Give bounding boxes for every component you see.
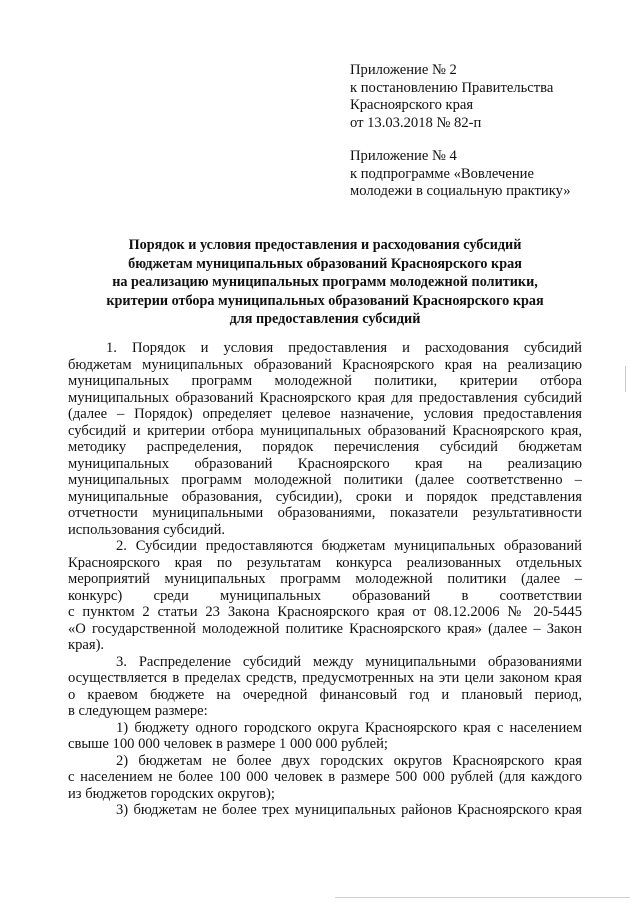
scan-bottom-rule — [335, 897, 630, 898]
paragraph-3-line: в следующем размере: — [68, 703, 208, 719]
paragraph-2-line: «О государственной молодежной политике Красноярского края» (далее – Закон — [68, 620, 582, 637]
paragraph-1-line: муниципальные образования, субсидии), сроки и порядок представления — [68, 488, 582, 505]
paragraph-1-line: субсидий и критерии отбора муниципальных образований Красноярского края, — [68, 422, 582, 439]
annex-2-header — [350, 62, 630, 132]
annex-2-line: к постановлению Правительства — [350, 79, 554, 96]
title-line: на реализацию муниципальных программ молодежной политики, — [112, 274, 538, 291]
paragraph-2-line: мероприятий муниципальных программ молодежной политики (далее – — [68, 571, 582, 587]
paragraph-3-line: осуществляется в пределах средств, предусмотренных на эти цели законом края — [68, 670, 582, 686]
paragraph-2-line: конкурс) среди муниципальных образований в соответствии — [68, 587, 582, 604]
list-item-1-line: 1) бюджету одного городского округа Красноярского края с населением — [116, 719, 582, 736]
list-item-1-line: свыше 100 000 человек в размере 1 000 000 рублей; — [68, 736, 388, 752]
list-item-2-line: из бюджетов городских округов); — [68, 785, 275, 802]
list-item-2-line: 2) бюджетам не более двух городских округов Красноярского края — [116, 752, 582, 769]
paragraph-2-line: края). — [68, 637, 105, 653]
document-title — [60, 236, 590, 329]
title-line: бюджетам муниципальных образований Красноярского края — [128, 255, 522, 272]
paragraph-1-line: муниципальных образований Красноярского края на реализацию — [68, 455, 582, 472]
paragraph-2-line: 2. Субсидии предоставляются бюджетам муниципальных образований — [116, 538, 582, 554]
annex-2-line: Красноярского края — [350, 97, 474, 114]
list-item-2-line: с населением не более 100 000 человек в размере 500 000 рублей (для каждого — [68, 769, 582, 785]
annex-4-line: Приложение № 4 — [350, 148, 457, 164]
paragraph-1-line: методику распределения, порядок перечисления субсидий бюджетам — [68, 439, 582, 455]
scan-margin-mark — [625, 366, 626, 392]
annex-2-line: Приложение № 2 — [350, 62, 457, 78]
annex-4-line: к подпрограмме «Вовлечение — [350, 165, 534, 182]
paragraph-1-line: отчетности муниципальными образованиями, показатели результативности — [68, 505, 582, 521]
paragraph-2-line: с пунктом 2 статьи 23 Закона Красноярского края от 08.12.2006 № 20-5445 — [68, 604, 582, 620]
paragraph-2-line: Красноярского края по результатам конкурса реализованных отдельных — [68, 554, 582, 571]
annex-4-line: молодежи в социальную практику» — [350, 183, 571, 200]
paragraph-3-line: о краевом бюджете на очередной финансовый год и плановый период, — [68, 686, 582, 703]
paragraph-1-line: (далее – Порядок) определяет целевое назначение, условия предоставления — [68, 406, 582, 422]
list-item-3-line: 3) бюджетам не более трех муниципальных районов Красноярского края — [116, 802, 582, 818]
paragraph-1-line: 1. Порядок и условия предоставления и расходования субсидий — [106, 340, 582, 356]
annex-2-line: от 13.03.2018 № 82-п — [350, 114, 482, 131]
paragraph-1-line: муниципальных образований Красноярского края для предоставления субсидий — [68, 389, 582, 406]
title-line: критерии отбора муниципальных образований Красноярского края — [106, 292, 544, 309]
title-line: для предоставления субсидий — [229, 311, 421, 328]
paragraph-1-line: муниципальных программ молодежной политики (далее соответственно – — [68, 472, 582, 488]
paragraph-1-line: муниципальных программ молодежной политики, критерии отбора — [68, 373, 582, 389]
title-line: Порядок и условия предоставления и расходования субсидий — [128, 237, 522, 253]
document-body — [68, 340, 582, 819]
paragraph-3-line: 3. Распределение субсидий между муниципальными образованиями — [116, 653, 582, 670]
paragraph-1-line: бюджетам муниципальных образований Красноярского края на реализацию — [68, 356, 582, 373]
paragraph-1-line: использования субсидий. — [68, 521, 226, 538]
annex-4-header — [350, 148, 630, 201]
